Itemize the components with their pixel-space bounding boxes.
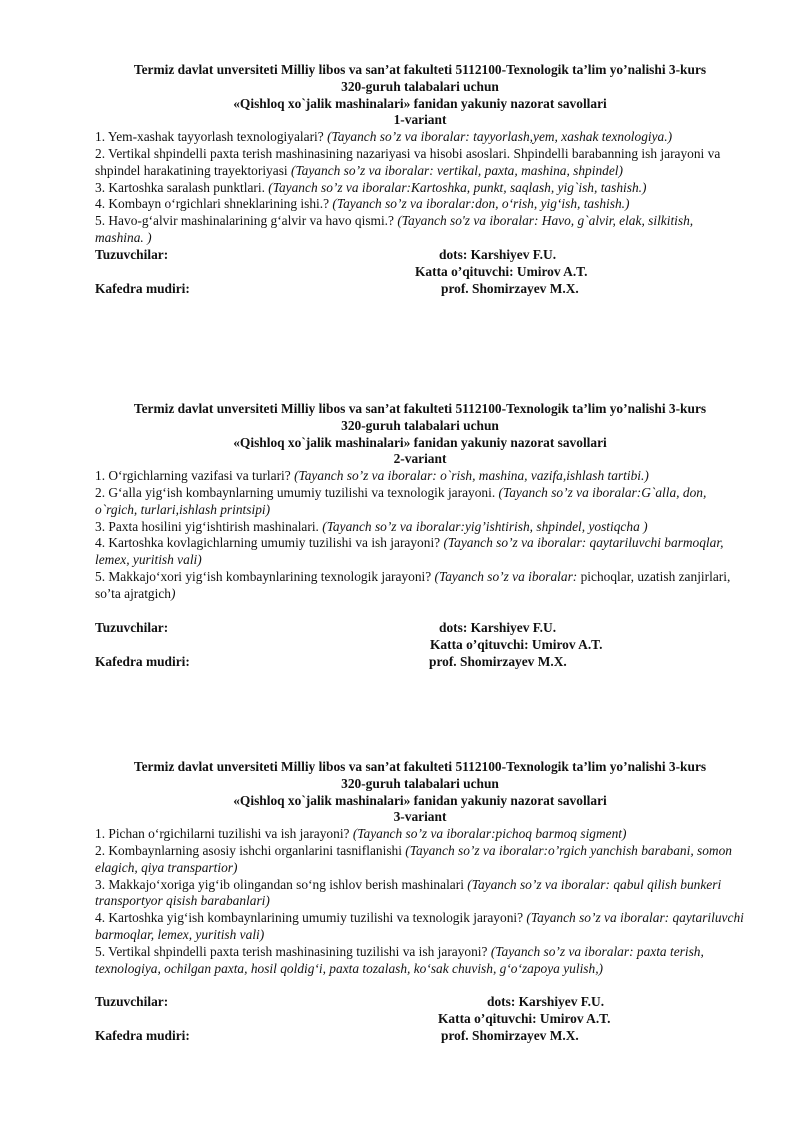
question-item: 1. Yem-xashak tayyorlash texnologiyalari? (Tayanch so’z va iboralar: tayyorlash,yem, xashak texnologiya.)	[95, 129, 673, 145]
question-item: 3. Makkajo‘xoriga yig‘ib olingandan so‘ng ishlov berish mashinalari (Tayanch so’z va iboralar: qabul qilish bunkeri transportyor qisish barabanlari)	[95, 876, 722, 909]
head-name: prof. Shomirzayev M.X.	[441, 280, 579, 296]
question-keywords: (Tayanch so’z va iboralar: o`rish, mashina, vazifa,ishlash tartibi.)	[294, 468, 649, 484]
question-keywords: (Tayanch so’z va iboralar:Kartoshka, punkt, saqlash, yig`ish, tashish.)	[268, 179, 647, 195]
head-label: Kafedra mudiri:	[95, 1028, 190, 1044]
question-keywords: (Tayanch so’z va iboralar: vertikal, paxta, mashina, shpindel)	[290, 162, 623, 178]
question-keywords: (Tayanch so’z va iboralar:don, o‘rish, yig‘ish, tashish.)	[332, 196, 630, 212]
variant-block-2	[95, 401, 745, 671]
question-item: 5. Makkajo‘xori yig‘ish kombaynlarining texnologik jarayoni? (Tayanch so’z va iboralar: pichoqlar, uzatish zanjirlari, so’ta ajratgich)	[95, 568, 731, 601]
signature-row-head	[95, 1028, 745, 1045]
question-item: 1. Pichan o‘rgichilarni tuzilishi va ish jarayoni? (Tayanch so’z va iboralar:pichoq barmoq sigment)	[95, 826, 627, 842]
variant-block-1	[95, 62, 745, 298]
question-keywords: (Tayanch so’z va iboralar:yig’ishtirish, shpindel, yostiqcha )	[322, 518, 648, 534]
question-item: 4. Kombayn o‘rgichlari shneklarining ishi.? (Tayanch so’z va iboralar:don, o‘rish, yig‘ish, tashish.)	[95, 196, 630, 212]
subject-title: «Qishloq xo`jalik mashinalari» fanidan yakuniy nazorat savollari	[233, 434, 607, 450]
question-item: 4. Kartoshka kovlagichlarning umumiy tuzilishi va ish jarayoni? (Tayanch so’z va iboralar: qaytariluvchi barmoqlar, lemex, yuritish vali)	[95, 535, 724, 568]
compiler-name: Katta o’qituvchi: Umirov A.T.	[438, 1011, 611, 1027]
variant-number: 1-variant	[393, 112, 447, 128]
compiler-name: dots: Karshiyev F.U.	[487, 994, 605, 1010]
university-title: Termiz davlat unversiteti Milliy libos va san’at fakulteti 5112100-Texnologik ta’lim yo’nalishi 3-kurs	[133, 759, 707, 774]
group-line: 320-guruh talabalari uchun	[341, 417, 499, 433]
question-keywords: (Tayanch so’z va iboralar:o’rgich yanchish barabani, somon elagich, qiya transpartior)	[95, 842, 732, 875]
signature-row-head	[95, 281, 745, 298]
subject-title: «Qishloq xo`jalik mashinalari» fanidan yakuniy nazorat savollari	[233, 792, 607, 808]
compiler-name: Katta o’qituvchi: Umirov A.T.	[430, 636, 603, 652]
signature-row-head	[95, 654, 745, 671]
compilers-label: Tuzuvchilar:	[95, 619, 169, 635]
compiler-name: dots: Karshiyev F.U.	[439, 619, 557, 635]
question-keywords: (Tayanch so’z va iboralar: qaytariluvchi barmoqlar, lemex, yuritish vali)	[95, 910, 744, 942]
question-item: 1. O‘rgichlarning vazifasi va turlari? (Tayanch so’z va iboralar: o`rish, mashina, vazifa,ishlash tartibi.)	[95, 468, 649, 484]
head-name: prof. Shomirzayev M.X.	[429, 653, 567, 669]
university-title: Termiz davlat unversiteti Milliy libos va san’at fakulteti 5112100-Texnologik ta’lim yo’nalishi 3-kurs	[133, 401, 707, 416]
head-name: prof. Shomirzayev M.X.	[441, 1028, 579, 1044]
question-keywords: (Tayanch so’z va iboralar: qabul qilish bunkeri transportyor qisish barabanlari)	[95, 876, 722, 909]
university-title: Termiz davlat unversiteti Milliy libos va san’at fakulteti 5112100-Texnologik ta’lim yo’nalishi 3-kurs	[133, 62, 707, 77]
question-keywords: (Tayanch so’z va iboralar:	[434, 568, 581, 584]
question-item: 5. Havo-g‘alvir mashinalarining g‘alvir va havo qismi.? (Tayanch so'z va iboralar: Havo, g`alvir, elak, silkitish, mashina. )	[95, 213, 694, 245]
variant-header	[95, 62, 745, 129]
head-label: Kafedra mudiri:	[95, 280, 190, 296]
signature-row-senior-teacher	[95, 264, 745, 281]
question-keywords: (Tayanch so’z va iboralar:G`alla, don, o`rgich, turlari,ishlash printsipi)	[95, 484, 707, 517]
variant-number: 3-variant	[393, 809, 447, 825]
question-keywords-tail: pichoqlar, uzatish zanjirlari, so’ta ajratgich	[95, 568, 731, 601]
compiler-name: dots: Karshiyev F.U.	[439, 246, 557, 262]
variant-block-3	[95, 759, 745, 1045]
signature-row-compilers	[95, 247, 745, 264]
subject-title: «Qishloq xo`jalik mashinalari» fanidan yakuniy nazorat savollari	[233, 95, 607, 111]
group-line: 320-guruh talabalari uchun	[341, 775, 499, 791]
question-keywords: (Tayanch so'z va iboralar: Havo, g`alvir, elak, silkitish, mashina. )	[95, 213, 694, 245]
question-item: 3. Paxta hosilini yig‘ishtirish mashinalari. (Tayanch so’z va iboralar:yig’ishtirish, shpindel, yostiqcha )	[95, 518, 648, 534]
variant-header	[95, 759, 745, 826]
variant-number: 2-variant	[393, 451, 447, 467]
signature-row-compilers	[95, 620, 745, 637]
signature-row-compilers	[95, 994, 745, 1011]
question-keywords: (Tayanch so’z va iboralar:pichoq barmoq sigment)	[352, 826, 627, 842]
question-item: 2. G‘alla yig‘ish kombaynlarning umumiy tuzilishi va texnologik jarayoni. (Tayanch so’z va iboralar:G`alla, don, o`rgich, turlari,ishlash printsipi)	[95, 484, 707, 517]
group-line: 320-guruh talabalari uchun	[341, 78, 499, 94]
compiler-name: Katta o’qituvchi: Umirov A.T.	[415, 263, 588, 279]
question-item: 5. Vertikal shpindelli paxta terish mashinasining tuzilishi va ish jarayoni? (Tayanch so’z va iboralar: paxta terish, texnologiya, ochilgan paxta, hosil qoldig‘i, paxta tozalash, ko‘sak chuvish, g‘o‘zapoya yulish,)	[95, 943, 704, 976]
question-keywords: (Tayanch so’z va iboralar: qaytariluvchi barmoqlar, lemex, yuritish vali)	[95, 535, 724, 568]
head-label: Kafedra mudiri:	[95, 653, 190, 669]
question-item: 2. Vertikal shpindelli paxta terish mashinasining nazariyasi va hisobi asoslari. Shpindelli barabanning ish jarayoni va shpindel harakatining trayektoriyasi (Tayanch so’z va iboralar: vertikal, paxta, mashina, shpindel)	[95, 145, 721, 178]
question-keywords: (Tayanch so’z va iboralar: paxta terish, texnologiya, ochilgan paxta, hosil qoldig‘i, paxta tozalash, ko‘sak chuvish, g‘o‘zapoya yulish,)	[95, 943, 704, 976]
question-item: 4. Kartoshka yig‘ish kombaynlarining umumiy tuzilishi va texnologik jarayoni? (Tayanch so’z va iboralar: qaytariluvchi barmoqlar, lemex, yuritish vali)	[95, 910, 744, 942]
question-keywords: (Tayanch so’z va iboralar: tayyorlash,yem, xashak texnologiya.)	[327, 129, 673, 145]
compilers-label: Tuzuvchilar:	[95, 246, 169, 262]
signature-row-senior-teacher	[95, 637, 745, 654]
compilers-label: Tuzuvchilar:	[95, 994, 169, 1010]
question-item: 3. Kartoshka saralash punktlari. (Tayanch so’z va iboralar:Kartoshka, punkt, saqlash, yig`ish, tashish.)	[95, 179, 647, 195]
signature-row-senior-teacher	[95, 1011, 745, 1028]
question-item: 2. Kombaynlarning asosiy ishchi organlarini tasniflanishi (Tayanch so’z va iboralar:o’rgich yanchish barabani, somon elagich, qiya transpartior)	[95, 842, 732, 875]
variant-header	[95, 401, 745, 468]
